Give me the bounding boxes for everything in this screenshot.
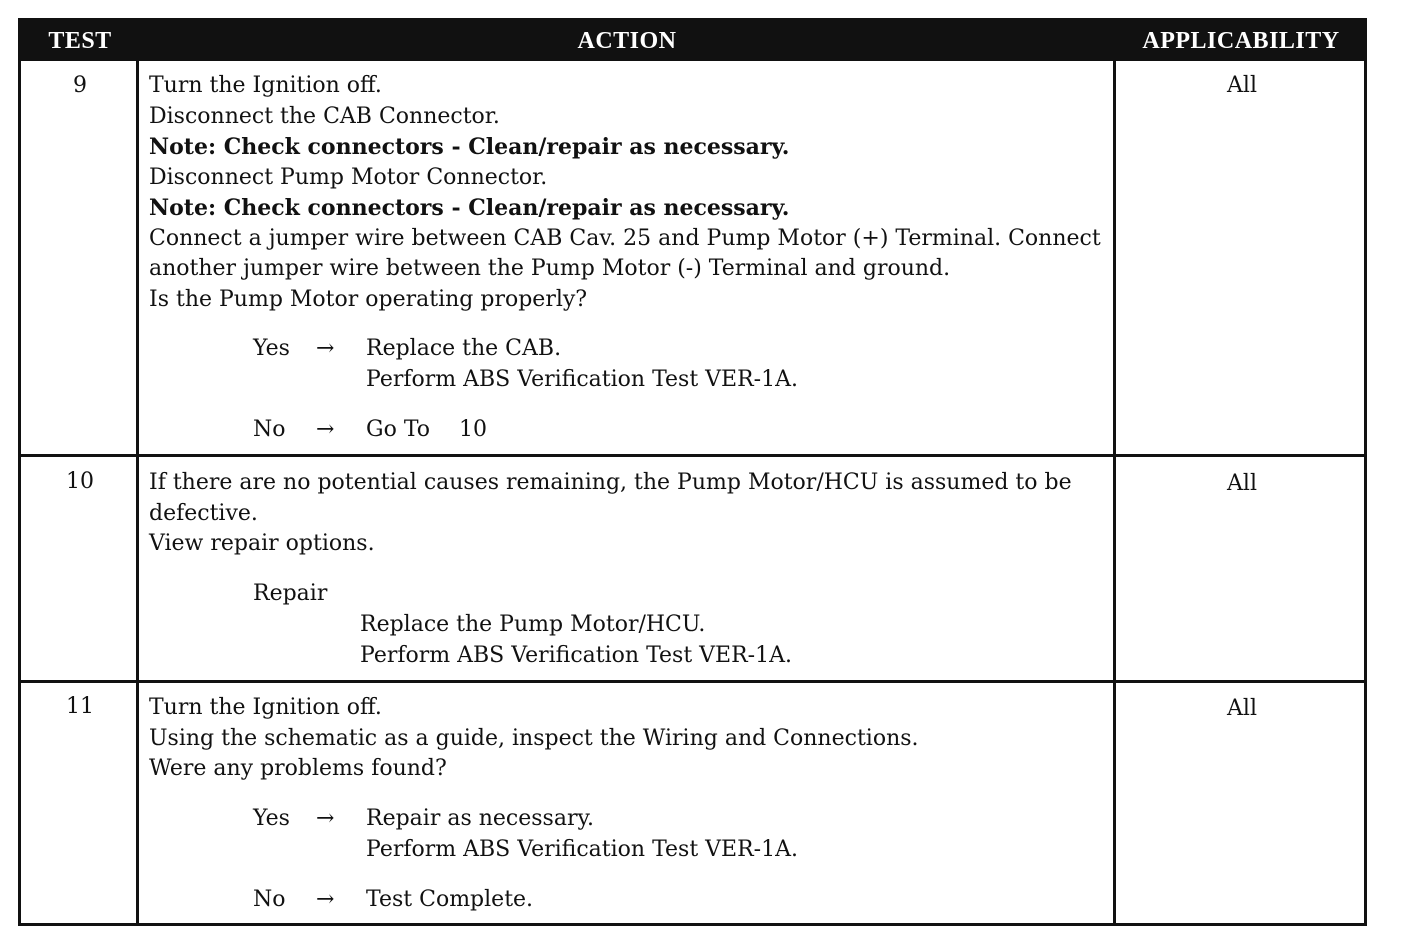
yes-label: Yes	[253, 805, 290, 831]
yes-action: Repair as necessary.	[366, 805, 594, 831]
repair-action: Replace the Pump Motor/HCU.	[360, 611, 706, 637]
repair-label: Repair	[253, 580, 328, 606]
yes-option-continued	[149, 365, 1114, 396]
action-line: Turn the Ignition off.	[149, 695, 382, 720]
arrow-icon: →	[316, 336, 335, 361]
repair-action-row	[149, 610, 1114, 641]
test-number: 9	[73, 73, 87, 98]
applicability-value: All	[1227, 696, 1257, 721]
yes-option	[149, 334, 1114, 365]
applicability-value: All	[1227, 471, 1257, 496]
arrow-icon: →	[316, 805, 335, 831]
diagnostic-table	[18, 18, 1367, 926]
yes-option	[149, 804, 1114, 835]
action-line: Connect a jumper wire between CAB Cav. 25 and Pump Motor (+) Terminal. Connect	[149, 225, 1101, 251]
yes-option-continued	[149, 835, 1114, 866]
header-applicability: APPLICABILITY	[1142, 28, 1340, 54]
no-option	[149, 415, 1114, 446]
yes-action: Replace the CAB.	[366, 336, 562, 361]
yes-label: Yes	[253, 336, 290, 361]
action-line: Disconnect Pump Motor Connector.	[149, 164, 548, 190]
no-option	[149, 885, 1114, 916]
yes-action: Perform ABS Verification Test VER-1A.	[366, 367, 798, 392]
goto-test-number: 10	[459, 417, 487, 442]
arrow-icon: →	[316, 417, 335, 442]
repair-action-row	[149, 641, 1114, 672]
repair-action: Perform ABS Verification Test VER-1A.	[360, 642, 792, 668]
note-line: Note: Check connectors - Clean/repair as necessary.	[149, 134, 790, 160]
action-line: Using the schematic as a guide, inspect the Wiring and Connections.	[149, 725, 919, 751]
no-action: Go To	[366, 417, 431, 442]
no-label: No	[253, 417, 286, 442]
arrow-icon: →	[316, 886, 335, 912]
action-cell	[149, 71, 1114, 446]
action-line: If there are no potential causes remaining, the Pump Motor/HCU is assumed to be	[149, 470, 1072, 495]
action-line: another jumper wire between the Pump Motor (-) Terminal and ground.	[149, 256, 951, 281]
test-number: 10	[66, 469, 94, 494]
repair-option	[149, 579, 1114, 610]
applicability-value: All	[1227, 73, 1257, 98]
question-line: Is the Pump Motor operating properly?	[149, 286, 588, 312]
action-cell	[149, 693, 1114, 916]
table-header	[21, 21, 1364, 61]
action-cell	[149, 468, 1114, 672]
note-line: Note: Check connectors - Clean/repair as necessary.	[149, 195, 790, 221]
test-number: 11	[66, 694, 94, 719]
header-action: ACTION	[577, 28, 677, 54]
no-action: Test Complete.	[366, 886, 534, 912]
header-test: TEST	[48, 28, 112, 54]
row-divider	[21, 680, 1364, 683]
yes-action: Perform ABS Verification Test VER-1A.	[366, 836, 798, 862]
question-line: Were any problems found?	[149, 756, 447, 781]
action-line: Turn the Ignition off.	[149, 73, 382, 98]
action-line: defective.	[149, 500, 258, 526]
action-line: Disconnect the CAB Connector.	[149, 103, 500, 129]
action-line: View repair options.	[149, 531, 375, 556]
no-label: No	[253, 886, 286, 912]
row-divider	[21, 454, 1364, 457]
